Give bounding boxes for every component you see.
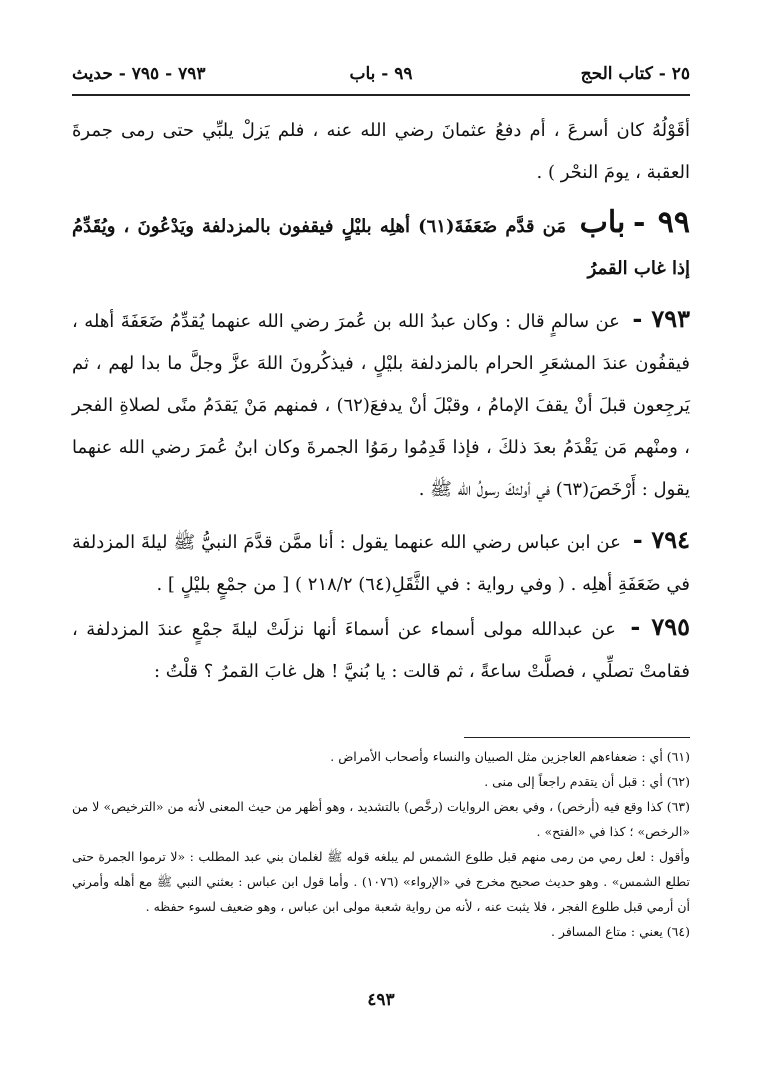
hadith-793 (72, 298, 690, 511)
footnote-62: (٦٢) أي : قبل أن يتقدم راجعاً إلى منى . (484, 774, 690, 789)
footnote-63: (٦٣) كذا وقع فيه (أرخص) ، وفي بعض الروايات (رخَّص) بالتشديد ، وهو أظهر من حيث المعنى لأنه من «الترخيص» لا من «الرخص» ؛ كذا في «الفتح» . (72, 799, 690, 839)
bab-number: ٩٩ - (632, 205, 690, 240)
hadith-number: ٧٩٣ - (632, 304, 690, 333)
intro-paragraph: أقَوْلُهُ كان أسرعَ ، أم دفعُ عثمانَ رضي الله عنه ، فلم يَزلْ يلبِّي حتى رمى جمرةَ العقبة ، يومَ النحْر ) . (72, 120, 690, 183)
hadith-number: ٧٩٤ - (632, 525, 690, 554)
footnote-64: (٦٤) يعني : متاع المسافر . (550, 924, 690, 939)
bab-heading (72, 202, 690, 290)
footnote-divider (464, 737, 690, 738)
hadith-text: عن ابن عباس رضي الله عنهما يقول : أنا ممَّن قدَّمَ النبيُّ ﷺ ليلةَ المزدلفة في ضَعَفَةِ أهلِه . ( وفي رواية : في الثَّقَلِ(٦٤) ٢١٨/٢ ) [ من جمْعٍ بليْلٍ ] . (72, 532, 690, 595)
header-book-title: ٢٥ - كتاب الحج (580, 64, 690, 84)
bab-title: مَن قدَّم ضَعَفَةَ(٦١) أهلِه بليْلٍ فيقفون بالمزدلفة ويَدْعُونَ ، ويُقَدِّمُ إذا غاب القمرُ (72, 216, 690, 279)
footnote-63-comment: وأقول : لعل رمي من رمى منهم قبل طلوع الشمس لم يبلغه قوله ﷺ لغلمان بني عبد المطلب : «لا ترموا الجمرة حتى تطلع الشمس» . وهو حديث صحيح مخرج في «الإرواء» (١٠٧٦) . وأما قول ابن عباس : بعثني النبي ﷺ مع أهله وأمرني أن أرمي قبل طلوع الفجر ، فلا يثبت عنه ، لأنه من رواية شعبة مولى ابن عباس ، وهو ضعيف لسوء حفظه . (72, 849, 690, 914)
footnote-61: (٦١) أي : ضعفاءهم العاجزين مثل الصبيان والنساء وأصحاب الأمراض . (330, 749, 690, 764)
hadith-number: ٧٩٥ - (630, 612, 690, 641)
header-chapter: ٩٩ - باب (349, 64, 413, 84)
header-hadith-range: ٧٩٣ - ٧٩٥ - حديث (72, 64, 206, 84)
hadith-795 (72, 606, 690, 693)
page-number: ٤٩٣ (367, 990, 395, 1010)
running-header (72, 58, 690, 96)
main-text (72, 110, 690, 693)
footnotes (72, 744, 690, 944)
hadith-794 (72, 519, 690, 606)
hadith-text: عن عبدالله مولى أسماء عن أسماءَ أنها نزلَتْ ليلةَ جمْعٍ عندَ المزدلفة ، فقامتْ تصلِّي ، فصلَّتْ ساعةً ، ثم قالت : يا بُنيَّ ! هل غابَ القمرُ ؟ قلْتُ : (72, 619, 690, 682)
bab-word: باب (579, 205, 626, 240)
hadith-text: عن سالمٍ قال : وكان عبدُ الله بن عُمرَ رضي الله عنهما يُقدِّمُ ضَعَفَةَ أهله ، فيقفُون عندَ المشعَرِ الحرام بالمزدلفة بليْلٍ ، فيذكُرونَ اللهَ عزَّ وجلَّ ما بدا لهم ، ثم يَرجِعون قبلَ أنْ يقفَ الإمامُ ، وقبْلَ أنْ يدفعَ(٦٢) ، فمنهم مَنْ يَقدَمُ منًى لصلاةِ الفجر ، ومنْهم مَن يَقْدَمُ بعدَ ذلكَ ، فإذا قَدِمُوا رمَوُا الجمرةَ وكان ابنُ عُمرَ رضي الله عنهما يقول : أَرْخَصَ(٦٣) في أولئكَ رسولُ الله ﷺ . (72, 311, 690, 500)
